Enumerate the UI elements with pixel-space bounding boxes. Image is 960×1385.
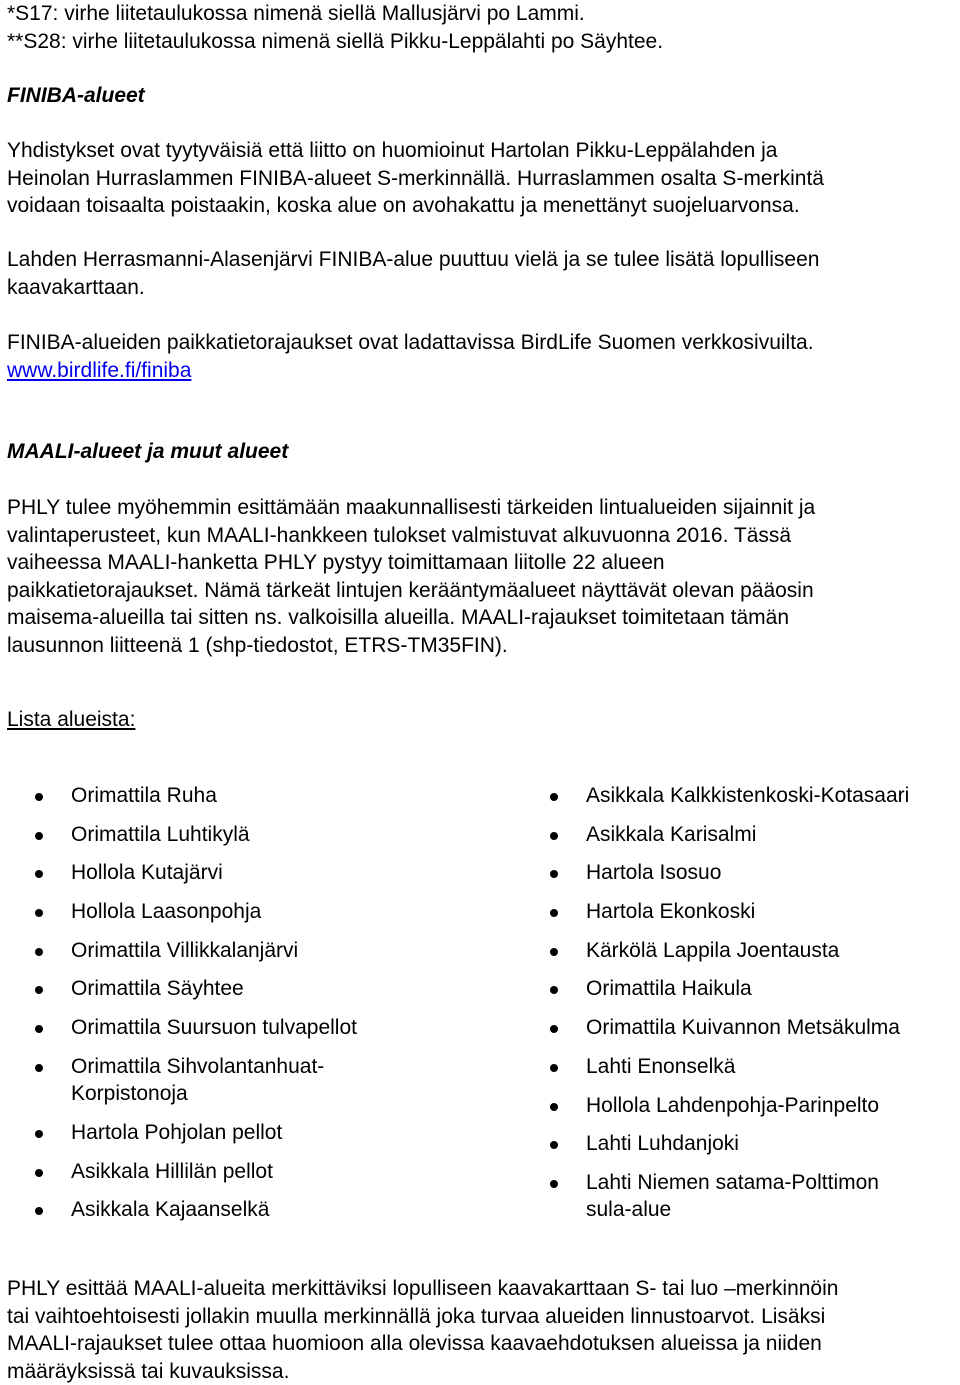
list-item-label: Orimattila Kuivannon Metsäkulma [586, 1016, 900, 1039]
list-item [515, 975, 909, 1003]
bullet-icon [35, 1064, 43, 1072]
bullet-icon [35, 1130, 43, 1138]
paragraph-line: PHLY esittää MAALI-alueita merkittäviksi lopulliseen kaavakarttaan S- tai luo –merkinnöin [7, 1275, 838, 1303]
footnote-s28: **S28: virhe liitetaulukossa nimenä siellä Pikku-Leppälahti po Säyhtee. [7, 28, 663, 56]
bullet-icon [550, 1180, 558, 1188]
list-item [0, 782, 357, 810]
bullet-icon [550, 1103, 558, 1111]
list-item-label: Hollola Lahdenpohja-Parinpelto [586, 1094, 879, 1117]
paragraph-line: Yhdistykset ovat tyytyväisiä että liitto on huomioinut Hartolan Pikku-Leppälahden ja [7, 137, 824, 165]
list-item-label: Orimattila Suursuon tulvapellot [71, 1016, 357, 1039]
maali-heading: MAALI-alueet ja muut alueet [7, 438, 288, 466]
paragraph-line: voidaan toisaalta poistaakin, koska alue on avohakattu ja menettänyt suojeluarvonsa. [7, 192, 824, 220]
list-item-label-cont: sula-alue [586, 1196, 909, 1224]
paragraph-line: tai vaihtoehtoisesti jollakin muulla merkinnällä joka turvaa alueiden linnustoarvot. Lisäksi [7, 1303, 838, 1331]
list-item-label: Hartola Ekonkoski [586, 900, 755, 923]
list-item-label: Orimattila Säyhtee [71, 977, 244, 1000]
list-item-label: Orimattila Sihvolantanhuat- [71, 1053, 357, 1081]
bullet-icon [550, 793, 558, 801]
list-item-label: Kärkölä Lappila Joentausta [586, 939, 839, 962]
list-title: Lista alueista: [7, 706, 135, 734]
list-item [0, 1119, 357, 1147]
bullet-icon [35, 793, 43, 801]
paragraph-line: Lahden Herrasmanni-Alasenjärvi FINIBA-alue puuttuu vielä ja se tulee lisätä lopulliseen [7, 246, 819, 274]
list-item-label: Lahti Niemen satama-Polttimon [586, 1169, 909, 1197]
list-item [515, 859, 909, 887]
list-item-label: Orimattila Villikkalanjärvi [71, 939, 298, 962]
finiba-paragraph-1 [7, 137, 824, 220]
bullet-icon [550, 909, 558, 917]
list-item-label: Asikkala Karisalmi [586, 823, 756, 846]
list-item [515, 898, 909, 926]
maali-paragraph-1 [7, 494, 815, 659]
bullet-icon [550, 986, 558, 994]
list-item-label: Orimattila Luhtikylä [71, 823, 250, 846]
bullet-icon [35, 909, 43, 917]
list-item [0, 975, 357, 1003]
maali-paragraph-2 [7, 1275, 838, 1385]
list-item-label: Lahti Enonselkä [586, 1055, 735, 1078]
bullet-icon [35, 1025, 43, 1033]
bullet-icon [550, 948, 558, 956]
bullet-icon [35, 948, 43, 956]
area-list-right [515, 782, 909, 1235]
bullet-icon [35, 1207, 43, 1215]
list-item-label: Hartola Pohjolan pellot [71, 1121, 282, 1144]
finiba-paragraph-3 [7, 329, 814, 384]
bullet-icon [550, 832, 558, 840]
list-item [0, 898, 357, 926]
list-item [0, 1196, 357, 1224]
bullet-icon [550, 1141, 558, 1149]
finiba-paragraph-2 [7, 246, 819, 301]
bullet-icon [550, 1025, 558, 1033]
list-item-label: Asikkala Kalkkistenkoski-Kotasaari [586, 784, 909, 807]
bullet-icon [35, 1169, 43, 1177]
paragraph-line: valintaperusteet, kun MAALI-hankkeen tulokset valmistuvat alkuvuonna 2016. Tässä [7, 522, 815, 550]
list-item [0, 1014, 357, 1042]
list-item-label: Orimattila Ruha [71, 784, 217, 807]
bullet-icon [550, 870, 558, 878]
finiba-heading: FINIBA-alueet [7, 82, 145, 110]
list-item-label: Hollola Laasonpohja [71, 900, 261, 923]
paragraph-line: PHLY tulee myöhemmin esittämään maakunnallisesti tärkeiden lintualueiden sijainnit ja [7, 494, 815, 522]
paragraph-line: kaavakarttaan. [7, 274, 819, 302]
list-item [0, 937, 357, 965]
paragraph-line: Heinolan Hurraslammen FINIBA-alueet S-merkinnällä. Hurraslammen osalta S-merkintä [7, 165, 824, 193]
list-item [0, 859, 357, 887]
list-item [515, 1092, 909, 1120]
paragraph-line: määräyksissä tai kuvauksissa. [7, 1358, 838, 1385]
list-item [515, 1053, 909, 1081]
list-item [515, 937, 909, 965]
list-item-label-cont: Korpistonoja [71, 1080, 357, 1108]
bullet-icon [550, 1064, 558, 1072]
footnote-s17: *S17: virhe liitetaulukossa nimenä siellä Mallusjärvi po Lammi. [7, 0, 585, 28]
list-item [0, 821, 357, 849]
list-item-label: Asikkala Kajaanselkä [71, 1198, 269, 1221]
list-item [515, 1130, 909, 1158]
paragraph-line: maisema-alueilla tai sitten ns. valkoisilla alueilla. MAALI-rajaukset toimitetaan tämän [7, 604, 815, 632]
list-item-label: Hartola Isosuo [586, 861, 721, 884]
paragraph-line: lausunnon liitteenä 1 (shp-tiedostot, ETRS-TM35FIN). [7, 632, 815, 660]
paragraph-line: FINIBA-alueiden paikkatietorajaukset ovat ladattavissa BirdLife Suomen verkkosivuilta. [7, 329, 814, 357]
list-item [0, 1053, 357, 1108]
list-item-label: Lahti Luhdanjoki [586, 1132, 739, 1155]
birdlife-finiba-link[interactable]: www.birdlife.fi/finiba [7, 359, 191, 382]
list-item [515, 1014, 909, 1042]
list-item [515, 1169, 909, 1224]
bullet-icon [35, 986, 43, 994]
area-list-left [0, 782, 357, 1235]
list-item-label: Orimattila Haikula [586, 977, 752, 1000]
bullet-icon [35, 832, 43, 840]
paragraph-line: paikkatietorajaukset. Nämä tärkeät lintujen kerääntymäalueet näyttävät olevan pääosin [7, 577, 815, 605]
bullet-icon [35, 870, 43, 878]
list-item [515, 821, 909, 849]
list-item-label: Hollola Kutajärvi [71, 861, 223, 884]
list-item [515, 782, 909, 810]
paragraph-line: MAALI-rajaukset tulee ottaa huomioon alla olevissa kaavaehdotuksen alueissa ja niiden [7, 1330, 838, 1358]
list-item [0, 1158, 357, 1186]
list-item-label: Asikkala Hillilän pellot [71, 1160, 273, 1183]
paragraph-line: vaiheessa MAALI-hanketta PHLY pystyy toimittamaan liitolle 22 alueen [7, 549, 815, 577]
